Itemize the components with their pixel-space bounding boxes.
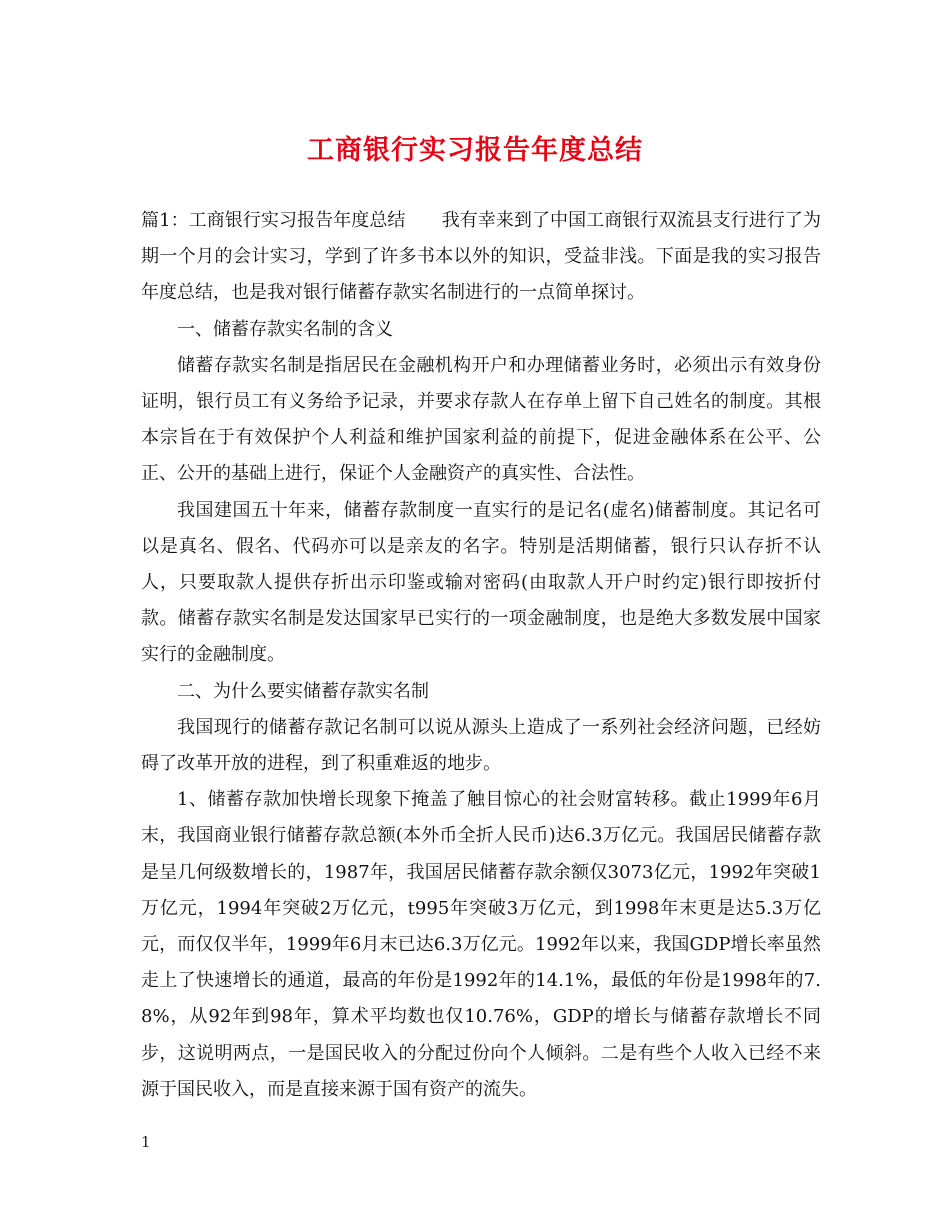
section-heading-1: 一、储蓄存款实名制的含义 [177,318,393,340]
paragraph-history: 我国建国五十年来，储蓄存款制度一直实行的是记名(虚名)储蓄制度。其记名可以是真名、假名、代码亦可以是亲友的名字。特别是活期储蓄，银行只认存折不认人，只要取款人提供存折出示印鉴或输对密码(由取款人开户时约定)银行即按折付款。储蓄存款实名制是发达国家早已实行的一项金融制度，也是绝大多数发展中国家实行的金融制度。 [141,499,821,666]
paragraph-savings-growth: 1、储蓄存款加快增长现象下掩盖了触目惊心的社会财富转移。截止1999年6月末，我国商业银行储蓄存款总额(本外币全折人民币)达6.3万亿元。我国居民储蓄存款是呈几何级数增长的，1987年，我国居民储蓄存款余额仅3073亿元，1992年突破1万亿元，1994年突破2万亿元，t995年突破3万亿元，到1998年末更是达5.3万亿元，而仅仅半年，1999年6月末已达6.3万亿元。1992年以来，我国GDP增长率虽然走上了快速增长的通道，最高的年份是1992年的14.1%，最低的年份是1998年的7.8%，从92年到98年，算术平均数也仅10.76%，GDP的增长与储蓄存款增长不同步，这说明两点，一是国民收入的分配过份向个人倾斜。二是有些个人收入已经不来源于国民收入，而是直接来源于国有资产的流失。 [141,789,821,1100]
paragraph-definition: 储蓄存款实名制是指居民在金融机构开户和办理储蓄业务时，必须出示有效身份证明，银行员工有义务给予记录，并要求存款人在存单上留下自己姓名的制度。其根本宗旨在于有效保护个人利益和维护国家利益的前提下，促进金融体系在公平、公正、公开的基础上进行，保证个人金融资产的真实性、合法性。 [141,354,821,485]
document-title: 工商银行实习报告年度总结 [307,135,643,166]
paragraph-problem: 我国现行的储蓄存款记名制可以说从源头上造成了一系列社会经济问题，已经妨碍了改革开放的进程，到了积重难返的地步。 [141,716,821,775]
section-heading-2: 二、为什么要实储蓄存款实名制 [177,680,429,702]
page-number: 1 [141,1133,151,1151]
paragraph-intro: 篇1：工商银行实习报告年度总结 我有幸来到了中国工商银行双流县支行进行了为期一个月的会计实习，学到了许多书本以外的知识，受益非浅。下面是我的实习报告年度总结，也是我对银行储蓄存款实名制进行的一点简单探讨。 [141,210,821,304]
document-body [141,203,821,1108]
